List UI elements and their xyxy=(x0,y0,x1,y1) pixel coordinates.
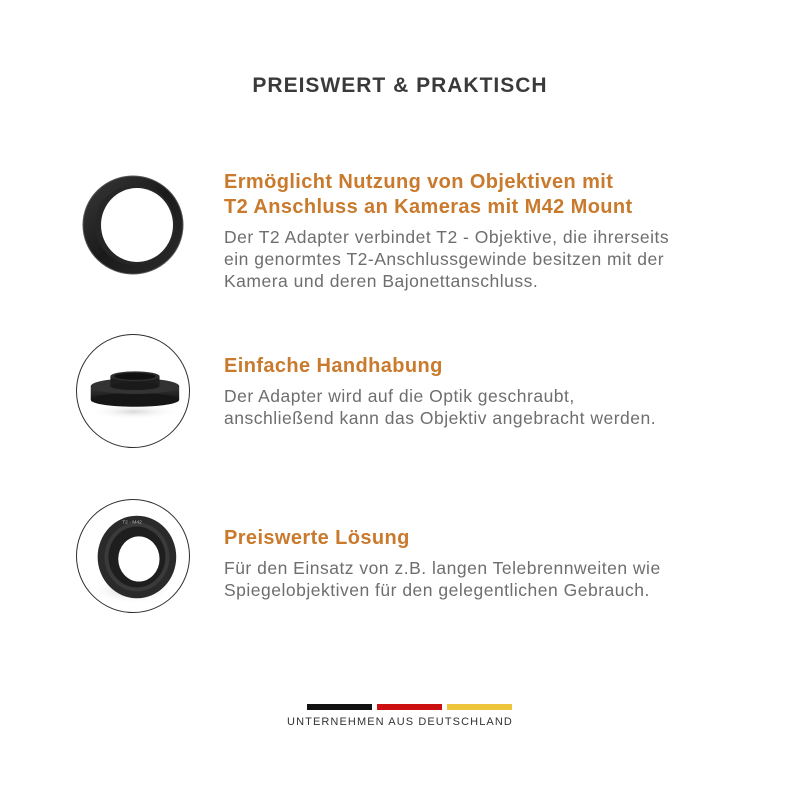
feature-heading: Einfache Handhabung xyxy=(224,355,443,377)
adapter-ring-icon xyxy=(76,168,190,282)
feature-description xyxy=(224,226,764,292)
description-line: Kamera und deren Bajonettanschluss. xyxy=(224,271,539,291)
description-line: Spiegelobjektiven für den gelegentlichen Gebrauch. xyxy=(224,580,650,600)
description-line: Für den Einsatz von z.B. langen Telebrennweiten wie xyxy=(224,558,661,578)
feature-description xyxy=(224,557,764,601)
page-title: PREISWERT & PRAKTISCH xyxy=(252,74,548,97)
heading-line: Ermöglicht Nutzung von Objektiven mit xyxy=(224,171,614,193)
made-in-germany-label: UNTERNEHMEN AUS DEUTSCHLAND xyxy=(287,716,513,728)
engraving-text: T2 - M42 xyxy=(122,520,142,526)
adapter-side-view-icon xyxy=(76,334,190,448)
description-line: Der T2 Adapter verbindet T2 - Objektive, die ihrerseits xyxy=(224,227,670,247)
flag-bar-black xyxy=(307,704,372,710)
feature-description xyxy=(224,385,764,429)
description-line: Der Adapter wird auf die Optik geschraubt, xyxy=(224,386,575,406)
description-line: ein genormtes T2-Anschlussgewinde besitzen mit der xyxy=(224,249,665,269)
description-line: anschließend kann das Objektiv angebracht werden. xyxy=(224,408,657,428)
feature-heading xyxy=(224,170,764,220)
adapter-front-view-icon xyxy=(76,499,190,613)
flag-bar-gold xyxy=(447,704,512,710)
feature-heading: Preiswerte Lösung xyxy=(224,527,410,549)
heading-line: T2 Anschluss an Kameras mit M42 Mount xyxy=(224,196,633,218)
flag-bar-red xyxy=(377,704,442,710)
